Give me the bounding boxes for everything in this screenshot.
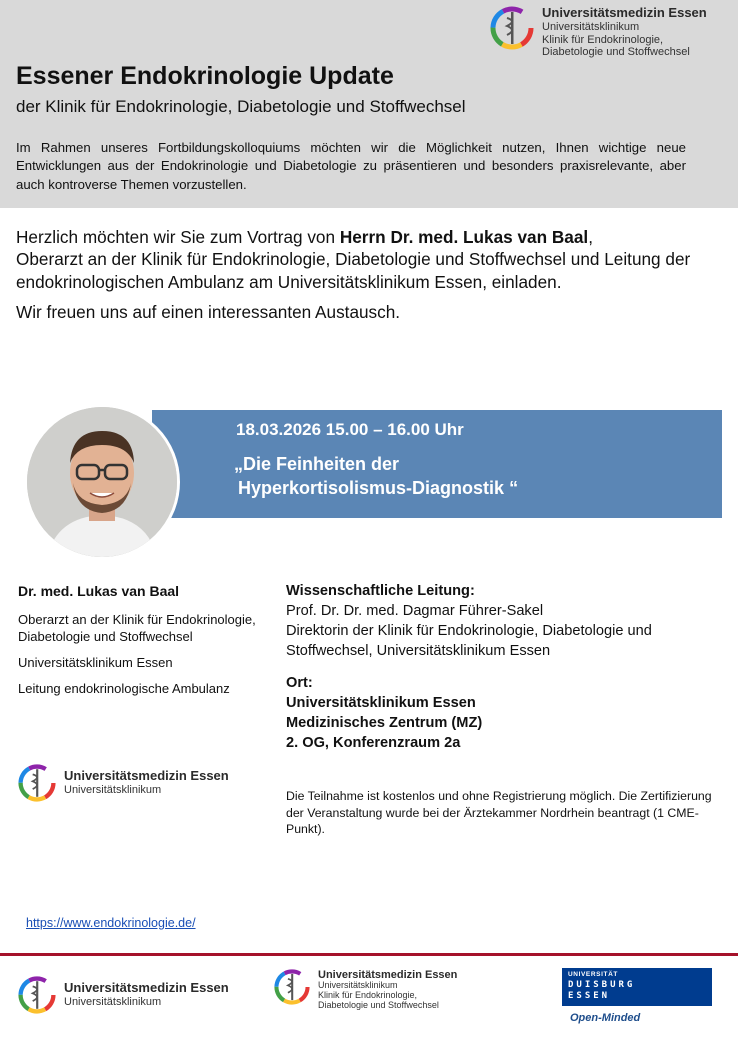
invitation-prefix: Herzlich möchten wir Sie zum Vortrag von [16, 227, 340, 247]
speaker-institution: Universitätsklinikum Essen [18, 654, 173, 670]
speaker-portrait-icon [27, 407, 177, 557]
location-line-1: Universitätsklinikum Essen [286, 694, 476, 711]
footer-logo-ume [18, 976, 229, 1014]
header-logo [490, 6, 707, 59]
footer-divider [0, 953, 738, 956]
logo-line-4: Diabetologie und Stoffwechsel [542, 46, 690, 59]
logo-brand: Universitätsmedizin Essen [542, 5, 707, 20]
invitation-closing: Wir freuen uns auf einen interessanten Austausch. [16, 302, 401, 323]
event-topic-line-2: Hyperkortisolismus-Diagnostik “ [238, 478, 519, 499]
footer-logo1-sub: Universitätsklinikum [64, 996, 162, 1009]
scientific-lead-name: Prof. Dr. Dr. med. Dagmar Führer-Sakel [286, 603, 544, 620]
logo-line-2: Universitätsklinikum [542, 20, 640, 33]
event-banner [152, 410, 722, 518]
page-title: Essener Endokrinologie Update [16, 62, 394, 90]
speaker-function: Leitung endokrinologische Ambulanz [18, 680, 230, 696]
location-heading: Ort: [286, 674, 313, 691]
invitation-role: Oberarzt an der Klinik für Endokrinologie, Diabetologie und Stoffwechsel und Leitung der endokrinologischen Ambulanz am Universitätsklinikum Essen, einladen. [16, 249, 691, 292]
ude-main-label: DUISBURG [568, 980, 636, 990]
footer-logo2-sub: Universitätsklinikum [318, 980, 398, 991]
speaker-logo [18, 764, 229, 802]
event-topic [234, 452, 518, 501]
location-line-3: 2. OG, Konferenzraum 2a [286, 734, 461, 751]
footer-logo2-line-4: Diabetologie und Stoffwechsel [318, 999, 439, 1010]
footer-logo1-brand: Universitätsmedizin Essen [64, 980, 229, 996]
website-link[interactable]: https://www.endokrinologie.de/ [26, 916, 196, 930]
header-panel [0, 0, 738, 208]
invitation-suffix: , [588, 227, 593, 247]
location-line-2: Medizinisches Zentrum (MZ) [286, 714, 483, 731]
ude-tagline: Open-Minded [570, 1012, 641, 1024]
speaker-logo-brand: Universitätsmedizin Essen [64, 768, 229, 784]
event-topic-line-1: „Die Feinheiten der [234, 454, 400, 474]
university-medicine-logo-icon [274, 969, 310, 1005]
ude-sub-label: ESSEN [568, 991, 611, 1001]
scientific-lead-position: Direktorin der Klinik für Endokrinologie, Diabetologie und Stoffwechsel, Universitätsklinikum Essen [286, 623, 652, 660]
university-medicine-logo-icon [490, 6, 534, 50]
invitation-text [16, 226, 716, 331]
footer-logo-ude [562, 968, 712, 1006]
participation-note: Die Teilnahme ist kostenlos und ohne Registrierung möglich. Die Zertifizierung der Veranstaltung wurde bei der Ärztekammer Nordrhein beantragt (1 CME-Punkt). [286, 789, 712, 837]
logo-line-3: Klinik für Endokrinologie, [542, 33, 664, 46]
speaker-name: Dr. med. Lukas van Baal [18, 583, 180, 599]
speaker-logo-sub: Universitätsklinikum [64, 784, 162, 797]
university-medicine-logo-icon [18, 976, 56, 1014]
invitation-line-1 [16, 226, 716, 293]
event-datetime: 18.03.2026 15.00 – 16.00 Uhr [236, 420, 464, 439]
footer-logo-clinic [274, 969, 457, 1011]
page-subtitle: der Klinik für Endokrinologie, Diabetologie und Stoffwechsel [16, 97, 466, 116]
ude-top-label: UNIVERSITÄT [568, 971, 618, 978]
university-medicine-logo-icon [18, 764, 56, 802]
intro-text: Im Rahmen unseres Fortbildungskolloquiums möchten wir die Möglichkeit nutzen, Ihnen wichtige neue Entwicklungen aus der Endokrinologie und Diabetologie zu präsentieren und besonders praxisrelevante, aber auch kontroverse Themen vorzustellen. [16, 140, 686, 192]
location [286, 673, 716, 754]
scientific-lead-heading: Wissenschaftliche Leitung: [286, 583, 475, 599]
footer-logo2-line-3: Klinik für Endokrinologie, [318, 989, 418, 1000]
event-details [286, 581, 716, 764]
footer-logo2-brand: Universitätsmedizin Essen [318, 969, 458, 981]
speaker-position: Oberarzt an der Klinik für Endokrinologie, Diabetologie und Stoffwechsel [18, 612, 256, 645]
speaker-info [18, 582, 268, 707]
invitation-speaker: Herrn Dr. med. Lukas van Baal [339, 227, 589, 247]
speaker-photo [24, 404, 180, 560]
scientific-lead [286, 581, 716, 662]
